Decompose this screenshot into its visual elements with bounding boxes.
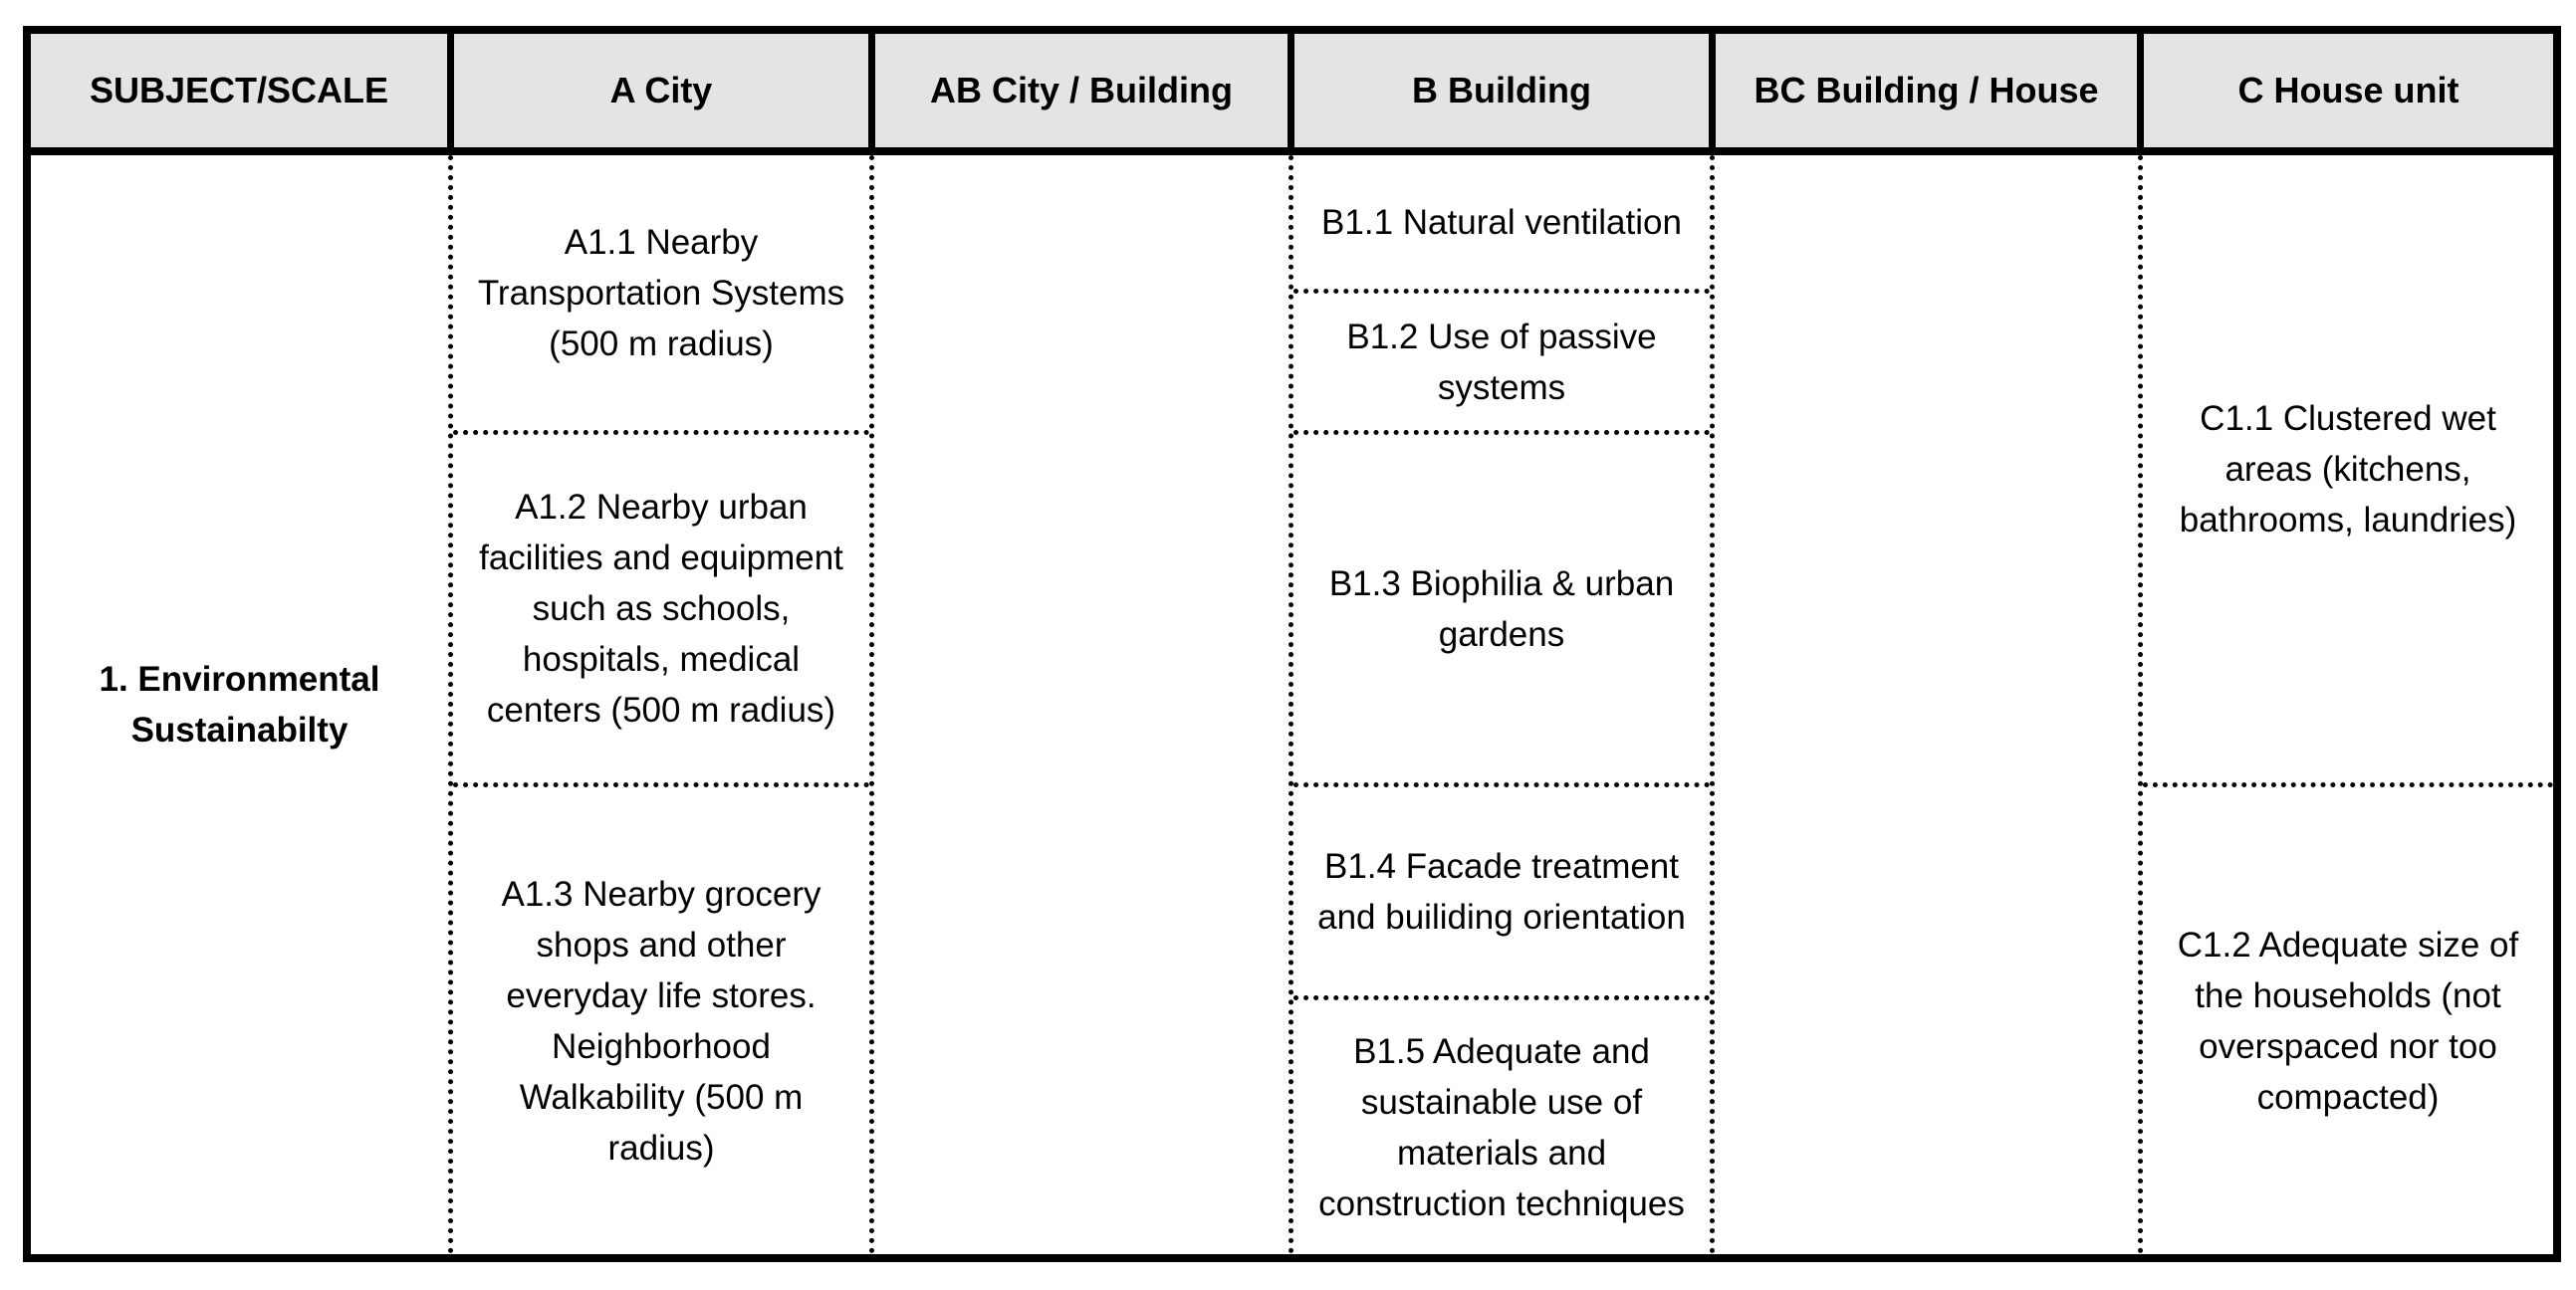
a-city-item: A1.1 Nearby Transportation Systems (500 m radius) [477,222,845,363]
b-building-item: B1.5 Adequate and sustainable use of materials and construction techniques [1318,1031,1685,1223]
header-divider [447,34,454,147]
header-subject-scale: SUBJECT/SCALE [31,34,447,147]
header-divider [1709,34,1716,147]
c-house-unit-item: C1.2 Adequate size of the households (not overspaced nor too compacted) [2177,925,2519,1117]
ab-city-building-cell [874,155,1288,1254]
header-divider [868,34,875,147]
criteria-table [23,26,2561,1262]
a-city-item: A1.2 Nearby urban facilities and equipment such as schools, hospitals, medical centers (500 m radius) [479,488,843,730]
a-city-item: A1.3 Nearby grocery shops and other everyday life stores. Neighborhood Walkability (500 m radius) [501,874,821,1168]
b-building-item: B1.1 Natural ventilation [1321,202,1682,242]
header-a-city: A City [454,34,868,147]
header-ab-city-building: AB City / Building [875,34,1288,147]
header-b-building: B Building [1294,34,1709,147]
b-building-item: B1.2 Use of passive systems [1346,317,1657,407]
b-building-item: B1.4 Facade treatment and builiding orientation [1317,846,1686,937]
header-divider [1288,34,1294,147]
row-subject: 1. Environmental Sustainabilty [99,660,380,750]
header-divider [2137,34,2144,147]
b-building-item: B1.3 Biophilia & urban gardens [1328,563,1675,654]
header-c-house-unit: C House unit [2144,34,2553,147]
c-house-unit-item: C1.1 Clustered wet areas (kitchens, bathrooms, laundries) [2179,398,2517,539]
header-bc-building-house: BC Building / House [1716,34,2137,147]
bc-building-house-cell [1715,155,2138,1254]
header-bottom-border [31,147,2553,155]
